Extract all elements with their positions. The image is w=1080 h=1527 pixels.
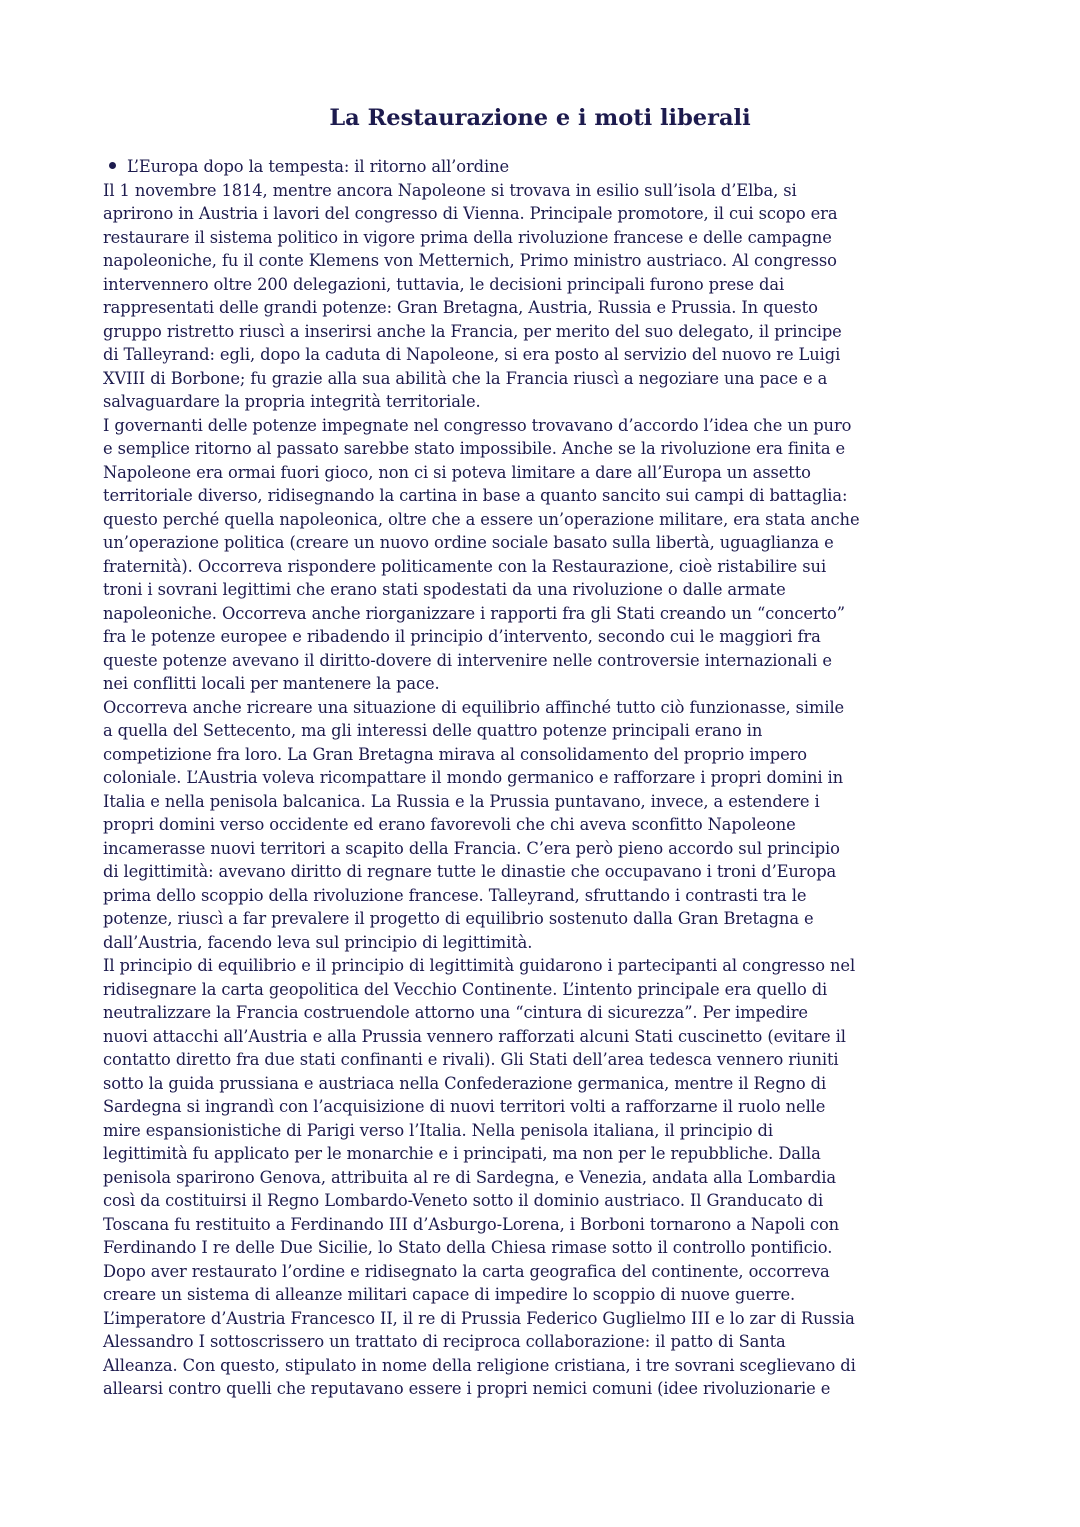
- text-line: a quella del Settecento, ma gli interessi delle quattro potenze principali erano in: [103, 721, 763, 740]
- text-line: allearsi contro quelli che reputavano essere i propri nemici comuni (idee rivoluzionarie e: [103, 1379, 831, 1398]
- document-body: [103, 155, 983, 1401]
- text-line: di Talleyrand: egli, dopo la caduta di Napoleone, si era posto al servizio del nuovo re Luigi: [103, 345, 841, 364]
- text-line: potenze, riuscì a far prevalere il progetto di equilibrio sostenuto dalla Gran Bretagna e: [103, 909, 814, 928]
- text-line: competizione fra loro. La Gran Bretagna mirava al consolidamento del proprio impero: [103, 744, 807, 764]
- text-line: legittimità fu applicato per le monarchie e i principati, ma non per le repubbliche. Dalla: [103, 1144, 821, 1163]
- text-line: di legittimità: avevano diritto di regnare tutte le dinastie che occupavano i troni d’Europa: [103, 862, 837, 881]
- text-line: Dopo aver restaurato l’ordine e ridisegnato la carta geografica del continente, occorreva: [103, 1261, 830, 1281]
- page-title: La Restaurazione e i moti liberali: [329, 105, 751, 131]
- text-line: ridisegnare la carta geopolitica del Vecchio Continente. L’intento principale era quello di: [103, 979, 828, 999]
- text-line: nei conflitti locali per mantenere la pace.: [103, 674, 440, 693]
- text-line: napoleoniche. Occorreva anche riorganizzare i rapporti fra gli Stati creando un “concerto”: [103, 603, 845, 623]
- text-line: prima dello scoppio della rivoluzione francese. Talleyrand, sfruttando i contrasti tra le: [103, 885, 807, 905]
- bullet-icon: [109, 162, 116, 169]
- text-line: Alleanza. Con questo, stipulato in nome della religione cristiana, i tre sovrani sceglievano di: [103, 1355, 856, 1375]
- text-line: salvaguardare la propria integrità territoriale.: [103, 392, 481, 411]
- text-line: Il 1 novembre 1814, mentre ancora Napoleone si trovava in esilio sull’isola d’Elba, si: [103, 180, 797, 200]
- text-line: dall’Austria, facendo leva sul principio di legittimità.: [103, 932, 533, 952]
- text-line: intervennero oltre 200 delegazioni, tuttavia, le decisioni principali furono prese dai: [103, 274, 785, 294]
- text-line: propri domini verso occidente ed erano favorevoli che chi aveva sconfitto Napoleone: [103, 815, 796, 834]
- text-line: questo perché quella napoleonica, oltre che a essere un’operazione militare, era stata anche: [103, 509, 860, 529]
- text-line: I governanti delle potenze impegnate nel congresso trovavano d’accordo l’idea che un puro: [103, 415, 852, 435]
- text-line: Alessandro I sottoscrissero un trattato di reciproca collaborazione: il patto di Santa: [103, 1332, 786, 1351]
- text-line: Ferdinando I re delle Due Sicilie, lo Stato della Chiesa rimase sotto il controllo pontificio.: [103, 1238, 833, 1257]
- text-line: e semplice ritorno al passato sarebbe stato impossibile. Anche se la rivoluzione era finita e: [103, 439, 846, 458]
- text-line: Toscana fu restituito a Ferdinando III d’Asburgo-Lorena, i Borboni tornarono a Napoli con: [103, 1214, 840, 1234]
- text-line: coloniale. L’Austria voleva ricompattare il mondo germanico e rafforzare i propri domini in: [103, 768, 844, 787]
- text-line: queste potenze avevano il diritto-dovere di intervenire nelle controversie internazionali e: [103, 650, 832, 670]
- text-line: sotto la guida prussiana e austriaca nella Confederazione germanica, mentre il Regno di: [103, 1073, 827, 1093]
- text-line: creare un sistema di alleanze militari capace di impedire lo scoppio di nuove guerre.: [103, 1285, 796, 1304]
- text-line: rappresentati delle grandi potenze: Gran Bretagna, Austria, Russia e Prussia. In questo: [103, 298, 818, 317]
- section-heading: [103, 155, 983, 179]
- text-line: fraternità). Occorreva rispondere politicamente con la Restaurazione, cioè ristabilire sui: [103, 556, 827, 576]
- text-line: neutralizzare la Francia costruendole attorno una “cintura di sicurezza”. Per impedire: [103, 1003, 808, 1022]
- text-line: troni i sovrani legittimi che erano stati spodestati da una rivoluzione o dalle armate: [103, 580, 786, 599]
- text-line: nuovi attacchi all’Austria e alla Prussia vennero rafforzati alcuni Stati cuscinetto (evitare il: [103, 1026, 846, 1046]
- section-heading-text: L’Europa dopo la tempesta: il ritorno all’ordine: [127, 157, 509, 176]
- text-line: mire espansionistiche di Parigi verso l’Italia. Nella penisola italiana, il principio di: [103, 1120, 773, 1140]
- text-line: restaurare il sistema politico in vigore prima della rivoluzione francese e delle campagne: [103, 227, 832, 247]
- text-line: così da costituirsi il Regno Lombardo-Veneto sotto il dominio austriaco. Il Granducato di: [103, 1191, 824, 1210]
- text-line: penisola sparirono Genova, attribuita al re di Sardegna, e Venezia, andata alla Lombardia: [103, 1167, 837, 1187]
- paragraph-lines: [103, 179, 983, 1401]
- text-line: gruppo ristretto riuscì a inserirsi anche la Francia, per merito del suo delegato, il principe: [103, 321, 842, 341]
- text-line: aprirono in Austria i lavori del congresso di Vienna. Principale promotore, il cui scopo era: [103, 204, 838, 223]
- text-line: incamerasse nuovi territori a scapito della Francia. C’era però pieno accordo sul principio: [103, 838, 840, 858]
- text-line: un’operazione politica (creare un nuovo ordine sociale basato sulla libertà, uguaglianza e: [103, 533, 834, 552]
- text-line: Italia e nella penisola balcanica. La Russia e la Prussia puntavano, invece, a estendere i: [103, 791, 820, 811]
- text-line: territoriale diverso, ridisegnando la cartina in base a quanto sancito sui campi di battaglia:: [103, 486, 848, 505]
- text-line: contatto diretto fra due stati confinanti e rivali). Gli Stati dell’area tedesca vennero riuniti: [103, 1050, 839, 1069]
- text-line: fra le potenze europee e ribadendo il principio d’intervento, secondo cui le maggiori fra: [103, 627, 821, 646]
- text-line: napoleoniche, fu il conte Klemens von Metternich, Primo ministro austriaco. Al congresso: [103, 251, 837, 270]
- text-line: Il principio di equilibrio e il principio di legittimità guidarono i partecipanti al congresso nel: [103, 956, 856, 975]
- text-line: XVIII di Borbone; fu grazie alla sua abilità che la Francia riuscì a negoziare una pace e a: [103, 368, 828, 388]
- text-line: Sardegna si ingrandì con l’acquisizione di nuovi territori volti a rafforzarne il ruolo nelle: [103, 1097, 826, 1116]
- text-line: L’imperatore d’Austria Francesco II, il re di Prussia Federico Guglielmo III e lo zar di Russia: [103, 1308, 855, 1328]
- text-line: Occorreva anche ricreare una situazione di equilibrio affinché tutto ciò funzionasse, simile: [103, 697, 845, 717]
- text-line: Napoleone era ormai fuori gioco, non ci si poteva limitare a dare all’Europa un assetto: [103, 462, 811, 482]
